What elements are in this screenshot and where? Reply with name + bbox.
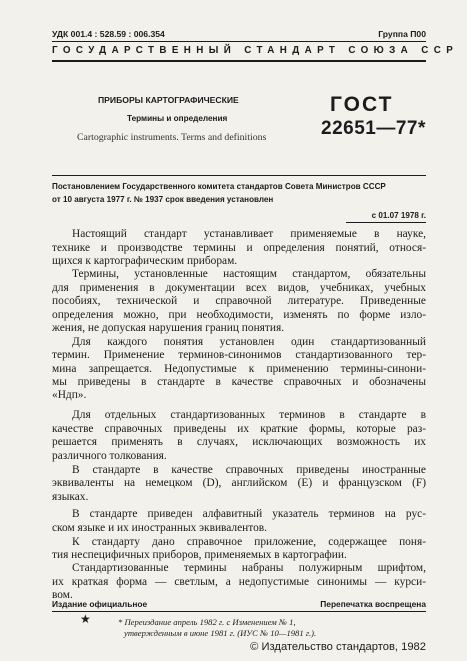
body-line: различного толкования. — [52, 450, 167, 462]
body-line: мы приведены в стандарте в качестве справочных и обозначены — [52, 376, 426, 388]
body-line: Термины, установленные настоящим стандартом, обязательны — [72, 268, 426, 280]
body-line: «Ндп». — [52, 389, 87, 401]
footer-rule — [52, 611, 426, 612]
body-line: языках. — [52, 491, 89, 503]
header-rule-top — [52, 41, 426, 42]
body-line: В стандарте в качестве справочных приведены иностранные — [72, 464, 426, 476]
body-line: определения можно, при необходимости, изменять по форме изло- — [52, 309, 426, 321]
title-rule — [52, 175, 426, 176]
body-line: технике и производстве термины и определения понятий, относя- — [52, 242, 426, 254]
official-edition: Издание официальное — [52, 599, 148, 609]
body-line: Для отдельных стандартизованных терминов в стандарте в — [72, 409, 426, 421]
effective-date: с 01.07 1978 г. — [371, 211, 426, 220]
body-line: ском языке и их иностранных эквивалентов. — [52, 522, 268, 534]
state-standard-banner: ГОСУДАРСТВЕННЫЙ СТАНДАРТ СОЮЗА ССР — [52, 45, 459, 56]
reissue-note-line-1: * Переиздание апрель 1982 г. с Изменением № 1, — [118, 617, 296, 627]
body-line: термин. Применение терминов-синонимов стандартизованного тер- — [52, 349, 426, 361]
english-title: Cartographic instruments. Terms and definitions — [77, 132, 267, 143]
body-line: вом. — [52, 589, 73, 601]
reprint-prohibited: Перепечатка воспрещена — [320, 599, 426, 609]
body-line: жения, не допуская нарушения границ понятия. — [52, 322, 285, 334]
decree-line-1: Постановлением Государственного комитета стандартов Совета Министров СССР — [52, 182, 386, 191]
reissue-note-line-2: утвержденным в июне 1981 г. (ИУС № 10—1981 г.). — [124, 628, 317, 638]
header-rule-bottom — [52, 60, 426, 62]
body-line: для применения в документации всех видов, учебниках, учебных — [52, 282, 426, 294]
body-line: Настоящий стандарт устанавливает применяемые в науке, — [72, 228, 426, 240]
effective-date-rule — [346, 222, 426, 223]
body-line: эквиваленты на немецком (D), английском (E) и французском (F) — [52, 477, 426, 489]
body-line: пособиях, технической и справочной литературе. Приведенные — [52, 295, 426, 307]
body-line: Для каждого понятия установлен один стандартизованный — [72, 336, 426, 348]
group-code: Группа П00 — [378, 29, 426, 39]
body-line: В стандарте приведен алфавитный указатель терминов на рус- — [72, 508, 426, 520]
body-line: тия неспецифичных приборов, применяемых в картографии. — [52, 549, 347, 561]
body-line: К стандарту дано справочное приложение, содержащее поня- — [72, 536, 426, 548]
gost-number: 22651—77* — [321, 118, 426, 139]
document-title: ПРИБОРЫ КАРТОГРАФИЧЕСКИЕ — [98, 95, 239, 105]
body-line: их краткая форма — светлым, а недопустимые синонимы — курси- — [52, 576, 426, 588]
body-line: решается применять в случаях, исключающих возможность их — [52, 436, 426, 448]
decree-line-2: от 10 августа 1977 г. № 1937 срок введения установлен — [52, 195, 274, 204]
gost-label: ГОСТ — [330, 93, 394, 116]
star-mark: ★ — [80, 612, 91, 626]
udk-code: УДК 001.4 : 528.59 : 006.354 — [52, 29, 165, 39]
body-line: щихся к картографическим приборам. — [52, 255, 238, 267]
body-line: мина запрещается. Недопустимые к применению термины-синони- — [52, 363, 426, 375]
document-subtitle: Термины и определения — [127, 114, 228, 123]
copyright: © Издательство стандартов, 1982 — [250, 641, 426, 653]
body-line: Стандартизованные термины набраны полужирным шрифтом, — [72, 562, 426, 574]
body-line: качестве справочных приведены их краткие формы, которые раз- — [52, 423, 426, 435]
